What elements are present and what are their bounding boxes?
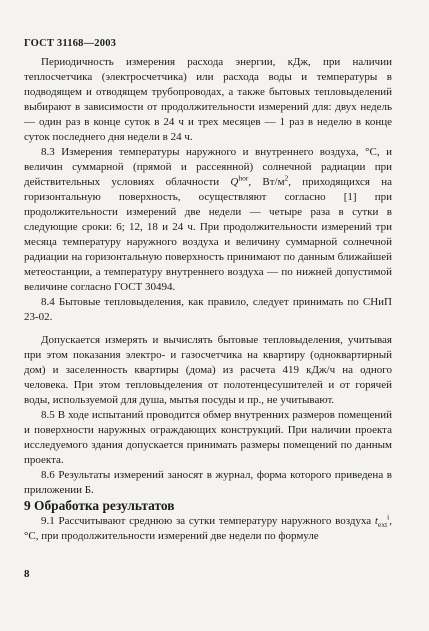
t-superscript: i [387,512,390,522]
paragraph-8-4: 8.4 Бытовые тепловыделения, как правило, следует принимать по СНиП 23-02. [24,296,392,323]
paragraph-8-6: 8.6 Результаты измерений заносят в журнал, форма которого приведена в приложении Б. [24,469,392,496]
page-number: 8 [24,568,30,580]
paragraph-9-1-start: 9.1 Рассчитывают среднюю за сутки температуру наружного воздуха [41,515,372,527]
paragraph-8-3-end: , приходящихся на горизонтальную поверхность, осуществляют согласно [1] при продолжительности измерений две недели — четыре раза в сутки в следующие сроки: 6; 12, 18 и 24 ч. При продолжительности измерений три месяца температуру наружного воздуха и величину суммарной солнечной радиации на горизонтальную поверхность принимают по данным ближайшей метеостанции, а температуру внутреннего воздуха — по нижней допустимой величине согласно ГОСТ 30494. [24,176,392,293]
paragraph-9-1 [24,514,392,544]
paragraph-8-5: 8.5 В ходе испытаний проводится обмер внутренних размеров помещений и поверхности наружных ограждающих конструкций. При наличии проекта исследуемого здания допускается принимать размеры помещений по данным проекта. [24,409,392,466]
q-symbol: Q [230,176,239,188]
square-superscript: 2 [284,173,289,183]
t-symbol: t [374,515,378,527]
q-superscript: hor [238,173,249,183]
document-body [24,55,392,544]
paragraph-9-1-end: , °С, при продолжительности измерений две недели по формуле [24,515,392,542]
paragraph-allowed-measure: Допускается измерять и вычислять бытовые тепловыделения, учитывая при этом показания электро- и газосчетчика на квартиру (одноквартирный дом) и заселенность квартиры (дома) из расчета 419 кДж/ч на одного человека. При этом тепловыделения от полотенцесушителей и от горячей воды, используемой для душа, мытья посуды и пр., не учитывают. [24,334,392,406]
paragraph-8-3 [24,145,392,295]
t-subscript: ext [377,520,388,530]
spacer [24,325,392,333]
paragraph-8-3-start: 8.3 Измерения температуры наружного и внутреннего воздуха, °С, и величин суммарной (прямой и рассеянной) солнечной радиации при действительных условиях облачности [24,146,392,188]
section-title: 9 Обработка результатов [24,498,175,513]
document-header: ГОСТ 31168—2003 [24,38,117,49]
paragraph-periodicity: Периодичность измерения расхода энергии, кДж, при наличии теплосчетчика (электросчетчика) или расхода воды и температуры в подводящем и отводящем трубопроводах, а также бытовых тепловыделений выбирают в зависимости от продолжительности измерений для: двух недель — один раз в конце суток в 24 ч и трех месяцев — 1 раз в неделю в конце суток последнего дня недели в 24 ч. [24,56,392,143]
unit-text: , Вт/м [248,176,285,188]
